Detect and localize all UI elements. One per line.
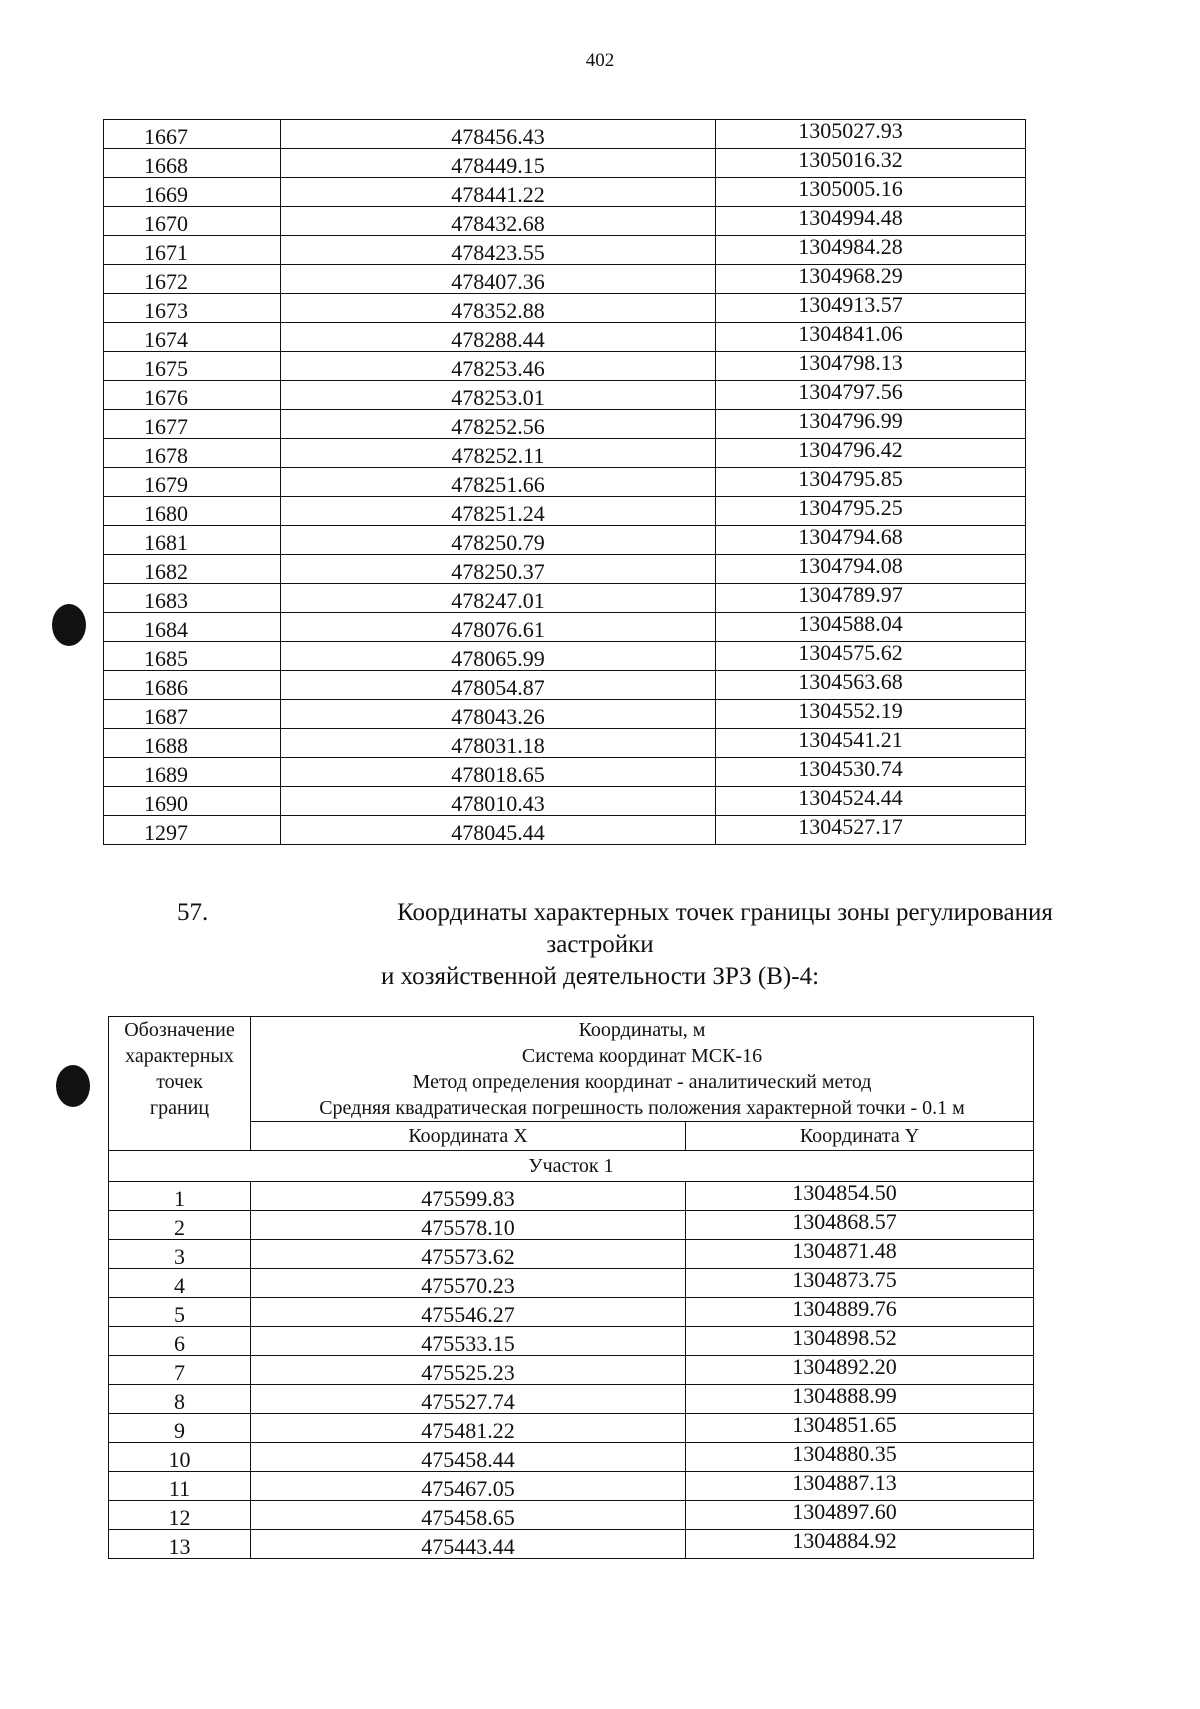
section-number: 57.: [177, 899, 209, 926]
coord-y-cell: 1304795.25: [716, 497, 1026, 526]
point-number-cell: 1675: [104, 352, 281, 381]
coord-x-cell: 478251.66: [281, 468, 716, 497]
coord-y-cell: 1304994.48: [716, 207, 1026, 236]
point-number-cell: 1297: [104, 816, 281, 845]
point-number-cell: 1677: [104, 410, 281, 439]
table-row: [104, 613, 1026, 642]
header-right-line: Координаты, м: [578, 1019, 706, 1041]
coord-y-cell: 1304530.74: [716, 758, 1026, 787]
coord-y-cell: 1304794.08: [716, 555, 1026, 584]
table-row: [104, 410, 1026, 439]
coord-y-cell: 1305027.93: [716, 120, 1026, 149]
point-number-cell: 12: [109, 1501, 251, 1530]
coord-y-cell: 1304552.19: [716, 700, 1026, 729]
point-number-cell: 1673: [104, 294, 281, 323]
point-number-cell: 4: [109, 1269, 251, 1298]
section-label: Участок 1: [109, 1151, 1034, 1182]
table-row: [104, 236, 1026, 265]
coord-y-cell: 1304797.56: [716, 381, 1026, 410]
point-number-cell: 11: [109, 1472, 251, 1501]
point-number-cell: 1672: [104, 265, 281, 294]
header-right-line: Метод определения координат - аналитический метод: [412, 1071, 872, 1093]
coord-x-cell: 478010.43: [281, 787, 716, 816]
coord-x-cell: 475467.05: [251, 1472, 686, 1501]
coord-x-cell: 478288.44: [281, 323, 716, 352]
coord-y-cell: 1304897.60: [686, 1501, 1034, 1530]
table-row: [109, 1211, 1034, 1240]
coord-x-cell: 475578.10: [251, 1211, 686, 1240]
header-col-y: Координата Y: [686, 1122, 1034, 1151]
header-right-line: Система координат МСК-16: [521, 1045, 763, 1067]
coord-y-cell: 1304588.04: [716, 613, 1026, 642]
coord-x-cell: 478076.61: [281, 613, 716, 642]
point-number-cell: 1668: [104, 149, 281, 178]
header-left-line: Обозначение: [124, 1019, 235, 1041]
punch-hole-dot: [56, 1065, 90, 1107]
point-number-cell: 1683: [104, 584, 281, 613]
table-row: [109, 1443, 1034, 1472]
coord-x-cell: 478043.26: [281, 700, 716, 729]
coord-x-cell: 478253.01: [281, 381, 716, 410]
point-number-cell: 1682: [104, 555, 281, 584]
coord-x-cell: 478054.87: [281, 671, 716, 700]
coord-x-cell: 475443.44: [251, 1530, 686, 1559]
coord-y-cell: 1304541.21: [716, 729, 1026, 758]
table-row: [104, 178, 1026, 207]
point-number-cell: 1670: [104, 207, 281, 236]
coord-x-cell: 478352.88: [281, 294, 716, 323]
header-col-x: Координата X: [251, 1122, 686, 1151]
coord-x-cell: 478456.43: [281, 120, 716, 149]
page-number: 402: [585, 50, 615, 71]
coord-x-cell: 475458.65: [251, 1501, 686, 1530]
table-row: [104, 816, 1026, 845]
coord-y-cell: 1304795.85: [716, 468, 1026, 497]
coord-y-cell: 1304871.48: [686, 1240, 1034, 1269]
coord-y-cell: 1304798.13: [716, 352, 1026, 381]
coord-x-cell: 478423.55: [281, 236, 716, 265]
section-title-line-3: и хозяйственной деятельности ЗРЗ (В)-4:: [380, 963, 820, 990]
table-row: [104, 120, 1026, 149]
coord-y-cell: 1304796.99: [716, 410, 1026, 439]
table-row: [104, 758, 1026, 787]
table-row: [109, 1501, 1034, 1530]
coord-x-cell: 478252.56: [281, 410, 716, 439]
coord-x-cell: 478432.68: [281, 207, 716, 236]
table-row: [104, 526, 1026, 555]
coord-y-cell: 1304527.17: [716, 816, 1026, 845]
table-row: [109, 1530, 1034, 1559]
header-right-line: Средняя квадратическая погрешность положения характерной точки - 0.1 м: [319, 1097, 965, 1119]
table-row: [104, 497, 1026, 526]
table-row: [109, 1356, 1034, 1385]
coord-y-cell: 1305016.32: [716, 149, 1026, 178]
table-row: [109, 1327, 1034, 1356]
coord-x-cell: 478252.11: [281, 439, 716, 468]
coord-y-cell: 1304887.13: [686, 1472, 1034, 1501]
coord-x-cell: 478407.36: [281, 265, 716, 294]
table-row: [104, 265, 1026, 294]
header-coordinates-info: [251, 1017, 1034, 1122]
table-row: [104, 700, 1026, 729]
coord-x-cell: 478441.22: [281, 178, 716, 207]
table-section-row: [109, 1151, 1034, 1182]
section-heading: [0, 897, 1200, 993]
point-number-cell: 2: [109, 1211, 251, 1240]
coord-y-cell: 1304984.28: [716, 236, 1026, 265]
table-row: [104, 207, 1026, 236]
table-row: [104, 729, 1026, 758]
coord-x-cell: 478253.46: [281, 352, 716, 381]
table-row: [104, 468, 1026, 497]
header-left-line: характерных: [125, 1045, 234, 1067]
coord-x-cell: 478250.37: [281, 555, 716, 584]
table-row: [109, 1269, 1034, 1298]
point-number-cell: 1678: [104, 439, 281, 468]
point-number-cell: 1688: [104, 729, 281, 758]
point-number-cell: 1681: [104, 526, 281, 555]
point-number-cell: 7: [109, 1356, 251, 1385]
point-number-cell: 1667: [104, 120, 281, 149]
table-row: [104, 787, 1026, 816]
coord-x-cell: 478250.79: [281, 526, 716, 555]
header-point-designation: [109, 1017, 251, 1151]
coord-y-cell: 1304796.42: [716, 439, 1026, 468]
coord-x-cell: 475570.23: [251, 1269, 686, 1298]
table-row: [109, 1182, 1034, 1211]
coord-y-cell: 1304892.20: [686, 1356, 1034, 1385]
coord-x-cell: 478251.24: [281, 497, 716, 526]
point-number-cell: 1690: [104, 787, 281, 816]
coord-x-cell: 478045.44: [281, 816, 716, 845]
coord-x-cell: 475573.62: [251, 1240, 686, 1269]
point-number-cell: 1687: [104, 700, 281, 729]
coord-x-cell: 478018.65: [281, 758, 716, 787]
table-header-row: [109, 1017, 1034, 1122]
table-row: [104, 294, 1026, 323]
coord-x-cell: 475527.74: [251, 1385, 686, 1414]
table-row: [104, 584, 1026, 613]
table-row: [104, 323, 1026, 352]
coord-x-cell: 475546.27: [251, 1298, 686, 1327]
point-number-cell: 5: [109, 1298, 251, 1327]
coord-y-cell: 1304841.06: [716, 323, 1026, 352]
point-number-cell: 3: [109, 1240, 251, 1269]
table-row: [109, 1385, 1034, 1414]
point-number-cell: 1684: [104, 613, 281, 642]
coord-x-cell: 475525.23: [251, 1356, 686, 1385]
coord-y-cell: 1304889.76: [686, 1298, 1034, 1327]
table-row: [109, 1298, 1034, 1327]
coord-y-cell: 1304563.68: [716, 671, 1026, 700]
coord-y-cell: 1304884.92: [686, 1530, 1034, 1559]
point-number-cell: 8: [109, 1385, 251, 1414]
table-row: [104, 352, 1026, 381]
coord-y-cell: 1304873.75: [686, 1269, 1034, 1298]
coord-y-cell: 1304868.57: [686, 1211, 1034, 1240]
point-number-cell: 1: [109, 1182, 251, 1211]
table-row: [109, 1472, 1034, 1501]
point-number-cell: 9: [109, 1414, 251, 1443]
point-number-cell: 10: [109, 1443, 251, 1472]
coordinates-table-zrz-v4: [108, 1016, 1034, 1559]
coord-y-cell: 1304913.57: [716, 294, 1026, 323]
table-row: [104, 439, 1026, 468]
table-row: [109, 1414, 1034, 1443]
coord-x-cell: 478065.99: [281, 642, 716, 671]
point-number-cell: 6: [109, 1327, 251, 1356]
point-number-cell: 13: [109, 1530, 251, 1559]
table-row: [109, 1240, 1034, 1269]
coord-y-cell: 1305005.16: [716, 178, 1026, 207]
table-row: [104, 671, 1026, 700]
coord-x-cell: 475599.83: [251, 1182, 686, 1211]
section-title-line-2: застройки: [546, 931, 654, 958]
coord-x-cell: 478031.18: [281, 729, 716, 758]
section-title-line-1: Координаты характерных точек границы зоны регулирования: [397, 899, 1053, 926]
coord-y-cell: 1304794.68: [716, 526, 1026, 555]
coord-y-cell: 1304575.62: [716, 642, 1026, 671]
coord-x-cell: 475481.22: [251, 1414, 686, 1443]
point-number-cell: 1674: [104, 323, 281, 352]
point-number-cell: 1686: [104, 671, 281, 700]
coord-y-cell: 1304968.29: [716, 265, 1026, 294]
table-row: [104, 642, 1026, 671]
table-row: [104, 381, 1026, 410]
point-number-cell: 1685: [104, 642, 281, 671]
coord-y-cell: 1304851.65: [686, 1414, 1034, 1443]
coordinates-table-continued: [103, 119, 1026, 845]
coord-y-cell: 1304789.97: [716, 584, 1026, 613]
coord-x-cell: 478247.01: [281, 584, 716, 613]
coord-y-cell: 1304854.50: [686, 1182, 1034, 1211]
punch-hole-dot: [52, 604, 86, 646]
coord-y-cell: 1304524.44: [716, 787, 1026, 816]
coord-x-cell: 478449.15: [281, 149, 716, 178]
point-number-cell: 1689: [104, 758, 281, 787]
table-row: [104, 555, 1026, 584]
point-number-cell: 1676: [104, 381, 281, 410]
header-left-line: точек: [156, 1071, 203, 1093]
coord-x-cell: 475533.15: [251, 1327, 686, 1356]
point-number-cell: 1679: [104, 468, 281, 497]
coord-y-cell: 1304880.35: [686, 1443, 1034, 1472]
coord-x-cell: 475458.44: [251, 1443, 686, 1472]
coord-y-cell: 1304898.52: [686, 1327, 1034, 1356]
point-number-cell: 1671: [104, 236, 281, 265]
header-left-line: границ: [149, 1097, 210, 1119]
table-row: [104, 149, 1026, 178]
coord-y-cell: 1304888.99: [686, 1385, 1034, 1414]
point-number-cell: 1669: [104, 178, 281, 207]
point-number-cell: 1680: [104, 497, 281, 526]
